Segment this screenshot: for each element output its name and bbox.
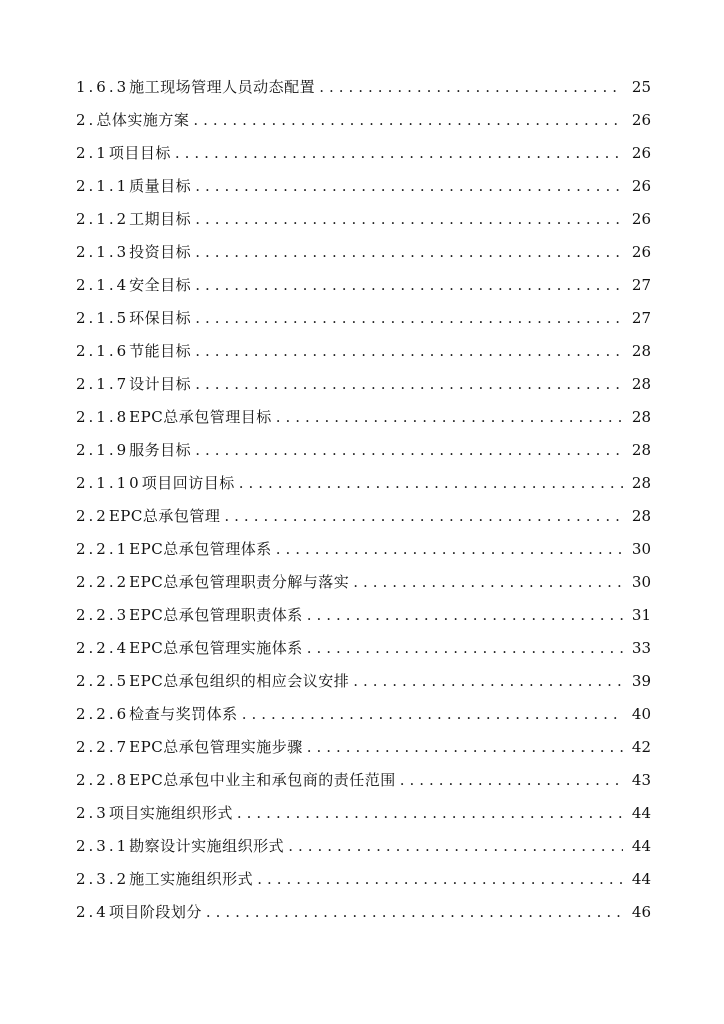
toc-dot-leader — [353, 566, 623, 599]
toc-page-number: 25 — [631, 78, 651, 96]
toc-dot-leader — [175, 137, 623, 170]
toc-entry-number: 2.1.5 — [76, 309, 130, 327]
toc-entry-title: 服务目标 — [129, 441, 192, 459]
toc-entry-number: 2.1.8 — [76, 408, 130, 426]
toc-page-number: 30 — [631, 573, 651, 591]
toc-entry-title: 质量目标 — [129, 177, 192, 195]
toc-page-number: 44 — [631, 837, 651, 855]
toc-page-number: 27 — [631, 276, 651, 294]
toc-dot-leader — [276, 401, 623, 434]
toc-page-number: 44 — [631, 804, 651, 822]
toc-entry[interactable] — [76, 335, 651, 368]
toc-entry-title: EPC总承包管理 — [108, 507, 221, 525]
toc-entry-title: 项目阶段划分 — [108, 903, 202, 921]
toc-dot-leader — [193, 104, 623, 137]
toc-page-number: 43 — [631, 771, 651, 789]
toc-entry[interactable] — [76, 566, 651, 599]
toc-entry[interactable] — [76, 665, 651, 698]
toc-entry-title: EPC总承包管理职责分解与落实 — [129, 573, 350, 591]
toc-entry-number: 2. — [76, 111, 97, 129]
toc-page-number: 28 — [631, 375, 651, 393]
toc-entry-number: 2.1.10 — [76, 474, 142, 492]
toc-dot-leader — [288, 830, 623, 863]
toc-entry-number: 2.1.4 — [76, 276, 130, 294]
toc-page-number: 39 — [631, 672, 651, 690]
toc-dot-leader — [237, 797, 623, 830]
toc-dot-leader — [319, 71, 623, 104]
toc-entry[interactable] — [76, 797, 651, 830]
toc-entry-title: EPC总承包管理职责体系 — [129, 606, 303, 624]
toc-page-number: 27 — [631, 309, 651, 327]
toc-entry[interactable] — [76, 731, 651, 764]
toc-page-number: 31 — [631, 606, 651, 624]
toc-entry-number: 2.1.6 — [76, 342, 130, 360]
toc-entry[interactable] — [76, 533, 651, 566]
toc-dot-leader — [206, 896, 623, 929]
toc-entry-title: 施工现场管理人员动态配置 — [129, 78, 316, 96]
toc-entry-title: 设计目标 — [129, 375, 192, 393]
toc-entry-number: 2.2.7 — [76, 738, 130, 756]
toc-entry-title: 项目实施组织形式 — [108, 804, 233, 822]
toc-entry-number: 2.4 — [76, 903, 109, 921]
toc-entry-number: 2.1.2 — [76, 210, 130, 228]
toc-page-number: 28 — [631, 507, 651, 525]
toc-entry-title: EPC总承包管理实施体系 — [129, 639, 303, 657]
toc-dot-leader — [195, 368, 623, 401]
toc-dot-leader — [276, 533, 623, 566]
toc-entry[interactable] — [76, 896, 651, 929]
toc-page-number: 26 — [631, 144, 651, 162]
toc-entry-title: 总体实施方案 — [96, 111, 190, 129]
toc-page-number: 26 — [631, 177, 651, 195]
toc-page-number: 26 — [631, 210, 651, 228]
toc-entry-number: 2.1.9 — [76, 441, 130, 459]
toc-dot-leader — [257, 863, 623, 896]
toc-entry-number: 2.1 — [76, 144, 109, 162]
toc-dot-leader — [224, 500, 623, 533]
toc-entry-number: 2.2.8 — [76, 771, 130, 789]
toc-entry-title: 勘察设计实施组织形式 — [129, 837, 285, 855]
toc-dot-leader — [307, 632, 623, 665]
toc-entry-title: 投资目标 — [129, 243, 192, 261]
toc-entry[interactable] — [76, 434, 651, 467]
toc-entry-number: 2.3.1 — [76, 837, 130, 855]
toc-entry-title: 检查与奖罚体系 — [129, 705, 238, 723]
toc-dot-leader — [195, 335, 623, 368]
toc-page-number: 28 — [631, 441, 651, 459]
toc-entry[interactable] — [76, 170, 651, 203]
toc-page-number: 28 — [631, 342, 651, 360]
toc-entry[interactable] — [76, 764, 651, 797]
toc-entry-title: EPC总承包组织的相应会议安排 — [129, 672, 350, 690]
toc-dot-leader — [307, 731, 623, 764]
toc-entry[interactable] — [76, 500, 651, 533]
table-of-contents — [76, 71, 651, 929]
toc-entry-number: 2.2 — [76, 507, 109, 525]
toc-entry-number: 2.2.6 — [76, 705, 130, 723]
toc-entry[interactable] — [76, 269, 651, 302]
toc-dot-leader — [353, 665, 623, 698]
toc-entry-number: 2.1.1 — [76, 177, 130, 195]
toc-entry-title: EPC总承包管理实施步骤 — [129, 738, 303, 756]
toc-dot-leader — [239, 467, 623, 500]
toc-page-number: 28 — [631, 474, 651, 492]
toc-dot-leader — [195, 302, 623, 335]
toc-entry[interactable] — [76, 698, 651, 731]
toc-entry-number: 2.3 — [76, 804, 109, 822]
toc-entry[interactable] — [76, 863, 651, 896]
toc-dot-leader — [195, 269, 623, 302]
toc-entry-number: 2.2.5 — [76, 672, 130, 690]
toc-entry-title: 安全目标 — [129, 276, 192, 294]
toc-entry-number: 2.1.7 — [76, 375, 130, 393]
toc-entry-title: EPC总承包管理目标 — [129, 408, 272, 426]
toc-entry[interactable] — [76, 830, 651, 863]
toc-page-number: 42 — [631, 738, 651, 756]
toc-entry-title: EPC总承包中业主和承包商的责任范围 — [129, 771, 396, 789]
toc-dot-leader — [195, 170, 623, 203]
toc-entry[interactable] — [76, 137, 651, 170]
toc-dot-leader — [195, 203, 623, 236]
toc-page-number: 46 — [631, 903, 651, 921]
toc-entry-title: 项目回访目标 — [141, 474, 235, 492]
toc-page-number: 40 — [631, 705, 651, 723]
toc-entry[interactable] — [76, 467, 651, 500]
toc-dot-leader — [307, 599, 623, 632]
toc-entry-title: 节能目标 — [129, 342, 192, 360]
toc-dot-leader — [195, 434, 623, 467]
toc-entry-title: 施工实施组织形式 — [129, 870, 254, 888]
toc-entry-number: 2.1.3 — [76, 243, 130, 261]
toc-entry-number: 2.2.4 — [76, 639, 130, 657]
toc-entry[interactable] — [76, 368, 651, 401]
toc-entry-title: 环保目标 — [129, 309, 192, 327]
toc-dot-leader — [242, 698, 623, 731]
toc-entry[interactable] — [76, 203, 651, 236]
toc-entry[interactable] — [76, 401, 651, 434]
toc-entry-number: 2.2.3 — [76, 606, 130, 624]
toc-entry[interactable] — [76, 236, 651, 269]
toc-page-number: 26 — [631, 243, 651, 261]
toc-page-number: 28 — [631, 408, 651, 426]
toc-entry[interactable] — [76, 599, 651, 632]
toc-entry-number: 2.3.2 — [76, 870, 130, 888]
toc-page-number: 26 — [631, 111, 651, 129]
toc-entry-number: 1.6.3 — [76, 78, 130, 96]
toc-entry-title: 工期目标 — [129, 210, 192, 228]
toc-entry-title: EPC总承包管理体系 — [129, 540, 272, 558]
toc-entry-number: 2.2.2 — [76, 573, 130, 591]
toc-dot-leader — [400, 764, 623, 797]
toc-entry-number: 2.2.1 — [76, 540, 130, 558]
toc-page-number: 44 — [631, 870, 651, 888]
toc-page-number: 33 — [631, 639, 651, 657]
toc-entry[interactable] — [76, 71, 651, 104]
toc-page-number: 30 — [631, 540, 651, 558]
toc-entry[interactable] — [76, 632, 651, 665]
toc-entry[interactable] — [76, 302, 651, 335]
toc-entry-title: 项目目标 — [108, 144, 171, 162]
toc-entry[interactable] — [76, 104, 651, 137]
toc-dot-leader — [195, 236, 623, 269]
